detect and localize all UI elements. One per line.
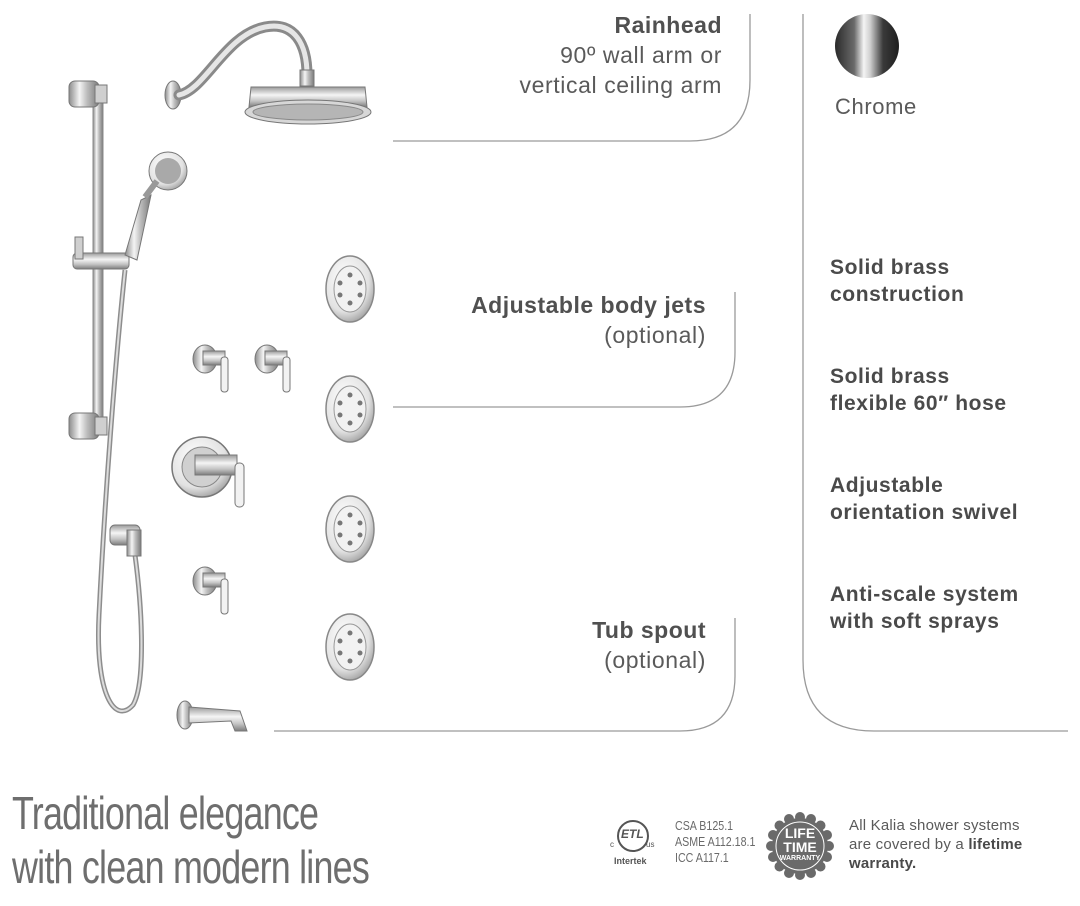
- rainhead-title: Rainhead: [614, 12, 722, 38]
- standards-list: [675, 818, 755, 866]
- warranty-line2-text: are covered by a: [849, 836, 969, 853]
- feature-item: [830, 363, 1007, 417]
- feature-item: [830, 472, 1018, 526]
- etl-us: us: [646, 840, 655, 849]
- warranty-line3: [849, 854, 1074, 873]
- warranty-bold2: warranty.: [849, 855, 917, 872]
- body-jets-title: Adjustable body jets: [471, 292, 706, 318]
- chrome-swatch[interactable]: [834, 13, 900, 79]
- finish-label: Chrome: [835, 94, 917, 119]
- feature-line2: orientation swivel: [830, 501, 1019, 524]
- etl-c: c: [610, 840, 614, 849]
- warranty-bold1: lifetime: [968, 836, 1023, 853]
- warranty-line1: All Kalia shower systems: [849, 817, 1020, 834]
- badge-line1: LIFE: [784, 825, 816, 841]
- body-jets-sub: (optional): [604, 322, 706, 348]
- tub-spout-title: Tub spout: [592, 617, 706, 643]
- tagline-line1: Traditional elegance: [12, 787, 319, 839]
- standard-item: ICC A117.1: [675, 850, 729, 865]
- etl-logo: [608, 818, 658, 870]
- standard-item: ASME A112.18.1: [675, 834, 756, 849]
- badge-line3: WARRANTY: [779, 855, 821, 862]
- feature-line2: flexible 60″ hose: [830, 392, 1007, 415]
- feature-line1: Solid brass: [830, 256, 950, 279]
- warranty-text: [849, 816, 1074, 873]
- feature-line1: Solid brass: [830, 365, 950, 388]
- warranty-line2: [849, 835, 1074, 854]
- tagline: [12, 786, 418, 894]
- lifetime-warranty-badge: [766, 812, 834, 880]
- tagline-line2: with clean modern lines: [12, 841, 369, 893]
- rainhead-desc-line1: 90º wall arm or: [560, 42, 722, 68]
- tub-spout-sub: (optional): [604, 647, 706, 673]
- standard-item: CSA B125.1: [675, 818, 734, 833]
- feature-line1: Anti-scale system: [830, 583, 1019, 606]
- feature-line1: Adjustable: [830, 474, 944, 497]
- rainhead-desc-line2: vertical ceiling arm: [519, 72, 722, 98]
- feature-line2: construction: [830, 283, 965, 306]
- intertek-label: Intertek: [614, 856, 647, 866]
- badge-line2: TIME: [783, 839, 817, 855]
- feature-line2: with soft sprays: [830, 610, 1000, 633]
- feature-item: [830, 581, 1019, 635]
- etl-mark-text: ETL: [621, 827, 644, 841]
- feature-item: [830, 254, 964, 308]
